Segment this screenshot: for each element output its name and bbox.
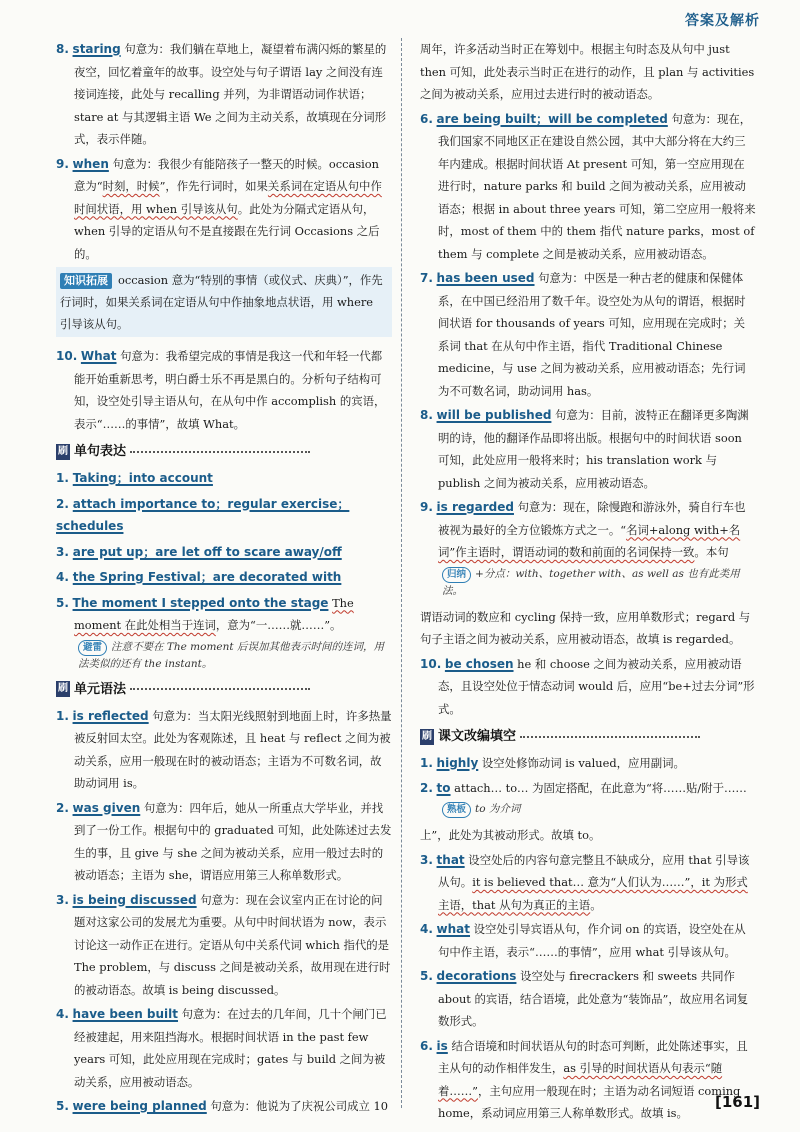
answer-text: have been built: [72, 1007, 179, 1021]
item-number: 1.: [56, 471, 69, 485]
answer-item-10: [56, 345, 392, 435]
cloze-item-1: [420, 752, 756, 775]
item-number: 8.: [420, 408, 433, 422]
grammar-item-5-continued: 周年，许多活动当时正在筹划中。根据主句时态及从句中 just then 可知，此处表示当时正在进行的动作，且 plan 与 activities 之间为被动关系，应用过去进行时的被动语态。: [420, 42, 755, 101]
highlight: 名词+along with+名词”作主语时，谓语动词的数和前面的名词保持一致: [438, 522, 741, 559]
grammar-item-3: [56, 889, 392, 1002]
item-number: 9.: [56, 156, 69, 171]
explanation: attach… to… 为固定搭配，在此意为“将……贴/附于……: [454, 780, 747, 795]
dotted-rule: [520, 736, 700, 738]
item-number: 7.: [420, 271, 433, 285]
note-text: to 为介词: [475, 803, 521, 815]
column-divider: [401, 38, 402, 1108]
sentence-item-3: [56, 541, 392, 564]
item-number: 2.: [420, 780, 433, 795]
grammar-item-6: [420, 108, 756, 266]
explanation: 句意为：现在，我们国家不同地区正在建设自然公园，其中大部分将在大约三年内建成。根据时间状语 At present 可知，第一空应用现在进行时，nature parks 和 build 之间为被动关系，应用被动语态；根据 in about three years 可知，第二空应用一般将来时，most of them 中的 them 指代 nature parks，most of them 与 complete 之间是被动关系，应用被动语态。: [438, 111, 756, 261]
highlight: The moment 在此处相当于连词: [74, 595, 354, 632]
answer-text: highly: [436, 756, 479, 770]
section-badge: 刷: [56, 444, 70, 460]
explanation: 。本句: [694, 545, 729, 559]
explanation: 句意为：现在，除慢跑和游泳外，骑自行车也被视为最好的全方位锻炼方式之一。“: [438, 500, 746, 537]
cloze-item-2: [420, 777, 756, 800]
item-number: 2.: [56, 496, 69, 511]
sentence-item-2: [56, 493, 392, 538]
answer-text: decorations: [436, 969, 517, 983]
answer-text: staring: [72, 42, 121, 56]
item-number: 8.: [56, 42, 69, 56]
item-number: 4.: [56, 1007, 69, 1021]
dotted-rule: [130, 688, 310, 690]
answer-text: is being discussed: [72, 892, 197, 907]
explanation: ，意为“一……就……”。: [215, 618, 342, 632]
section-title: 单元语法: [74, 681, 127, 697]
item-number: 1.: [420, 756, 433, 770]
section-badge: 刷: [420, 729, 434, 745]
grammar-item-4: [56, 1003, 392, 1093]
answer-item-9: [56, 153, 392, 266]
grammar-item-8: [420, 404, 756, 494]
page-header: 答案及解析: [685, 13, 760, 29]
explanation: 句意为：现在会议室内正在讨论的问题对这家公司的发展尤为重要。从句中时间状语为 now，表示讨论这一动作正在进行。定语从句中关系代词 which 指代的是 The problem，与 discuss 之间是被动关系，故用现在进行时的被动语态。故填 is being discussed。: [74, 892, 391, 997]
answer-text: The moment I stepped onto the stage: [72, 595, 329, 610]
item-number: 6.: [420, 1038, 433, 1053]
answer-text: has been used: [436, 271, 535, 285]
explanation: 。此处为分隔式定语从句，when 引导的定语从句不是直接跟在先行词 Occasions 之后的。: [74, 201, 380, 261]
cloze-item-3: [420, 849, 756, 917]
answer-text: was given: [72, 800, 141, 815]
section-heading: [56, 441, 392, 463]
page-number: [161]: [714, 1093, 760, 1111]
explanation: 句意为：我很少有能陪孩子一整天的时候。occasion 意为“: [74, 156, 379, 193]
item-number: 2.: [56, 800, 69, 815]
explanation: 设空处与 firecrackers 和 sweets 共同作 about 的宾语，结合语境，此处意为“装饰品”，故应用名词复数形式。: [438, 969, 749, 1028]
answer-text: is reflected: [72, 708, 149, 723]
item-number: 3.: [56, 544, 69, 559]
cloze-item-5: [420, 965, 756, 1033]
explanation: 设空处引导宾语从句，作介词 on 的宾语，设空处在从句中作主语，表示“……的事情”，应用 what 引导该从句。: [438, 922, 746, 959]
answer-text: were being planned: [72, 1099, 207, 1113]
warning-note: [56, 639, 392, 673]
answer-text: to: [436, 780, 451, 795]
answer-text: are being built；will be completed: [436, 111, 668, 126]
explanation: 句意为：目前，波特正在翻译更多陶渊明的诗，他的翻译作品即将出版。根据句中的时间状语 soon 可知，此处应用一般将来时；his translation work 与 publish 之间为被动关系，应用被动语态。: [438, 408, 749, 490]
answer-text: What: [80, 349, 117, 363]
right-column: [420, 38, 756, 1127]
explanation: 结合语境和时间状语从句的时态可判断，此处陈述事实，且主从句的动作相伴发生，: [438, 1038, 748, 1075]
explanation: 句意为：四年后，她从一所重点大学毕业，并找到了一份工作。根据句中的 graduated 可知，此处陈述过去发生的事，且 give 与 she 之间为被动关系，应用一般过去时的被动语态；主语为 she，谓语应用第三人称单数形式。: [74, 800, 392, 882]
grammar-item-2: [56, 797, 392, 887]
answer-text: is: [436, 1038, 448, 1053]
cloze-item-2-continued: 上”，此处为其被动形式。故填 to。: [420, 828, 601, 842]
item-number: 5.: [420, 969, 433, 983]
answer-text: what: [436, 922, 471, 936]
answer-text: be chosen: [444, 656, 514, 671]
item-number: 10.: [56, 349, 78, 363]
explanation: ，主句应用一般现在时；主语为动名词短语 coming home，系动词应用第三人称单数形式。故填 is。: [438, 1083, 741, 1120]
sentence-item-1: [56, 467, 392, 490]
explanation: 句意为：当太阳光线照射到地面上时，许多热量被反射回太空。此处为客观陈述，且 heat 与 reflect 之间为被动关系，应用一般现在时的被动语态；主语为不可数名词，故助动词用 is。: [74, 708, 392, 790]
highlight: as 引导的时间状语从句表示“随着……”: [438, 1061, 723, 1098]
item-number: 5.: [56, 595, 69, 610]
explanation: 设空处后的内容句意完整且不缺成分，应用 that 引导该从句。: [438, 852, 750, 889]
summary-note: [420, 566, 756, 600]
grammar-item-9: [420, 496, 756, 564]
answer-text: is regarded: [436, 500, 514, 514]
answer-text: that: [436, 852, 465, 867]
grammar-item-7: [420, 267, 756, 402]
explanation: 设空处修饰动词 is valued，应用副词。: [481, 756, 685, 770]
cloze-item-6: [420, 1035, 756, 1125]
cloze-item-4: [420, 918, 756, 963]
answer-text: will be published: [436, 408, 552, 422]
section-title: 课文改编填空: [438, 729, 517, 744]
grammar-item-9-continued: 谓语动词的数应和 cycling 保持一致，应用单数形式；regard 与句子主语之间为被动关系，应用被动语态，故填 is regarded。: [420, 609, 751, 646]
note-tag: 避雷: [78, 640, 107, 656]
sentence-item-4: [56, 566, 392, 589]
knowledge-extension-box: [56, 267, 392, 337]
item-number: 1.: [56, 708, 69, 723]
item-number: 10.: [420, 656, 442, 671]
grammar-item-10: [420, 653, 756, 721]
explanation: he 和 choose 之间为被动关系，应用被动语态，且设空处位于情态动词 would 后，应用“be+过去分词”形式。: [438, 656, 755, 716]
highlight: it is believed that… 意为“人们认为……”，it 为形式主语，that 从句为真正的主语: [438, 875, 748, 912]
highlight: 关系词在定语从句中作时间状语，用 when 引导该从句: [74, 179, 382, 216]
note-tag: 熟板: [442, 802, 471, 818]
tip-note: [420, 801, 756, 818]
item-number: 4.: [56, 570, 69, 584]
section-heading: [56, 679, 392, 701]
extension-text: occasion 意为“特别的事情（或仪式、庆典）”，作先行词时，如果关系词在定语从句中作抽象地点状语，用 where 引导该从句。: [60, 273, 383, 331]
item-number: 6.: [420, 111, 433, 126]
answer-text: Taking；into account: [72, 471, 213, 485]
answer-text: are put up；are let off to scare away/off: [72, 544, 342, 559]
item-number: 3.: [420, 852, 433, 867]
item-number: 9.: [420, 500, 433, 514]
item-number: 4.: [420, 922, 433, 936]
note-tag: 归纳: [442, 567, 471, 583]
extension-tag: 知识拓展: [60, 273, 112, 289]
explanation: 句意为：中医是一种古老的健康和保健体系，在中国已经沿用了数千年。设空处为从句的谓语，根据时间状语 for thousands of years 可知，应用现在完成时；关系词 that 在从句中作主语，指代 Traditional Chinese medicine，与 use 之间为被动关系，应用被动语态；先行词为不可数名词，助动词用 has。: [438, 271, 746, 398]
highlight: 时刻，时候: [102, 179, 160, 193]
section-heading: [420, 726, 756, 748]
explanation: 。: [590, 897, 602, 912]
explanation: ”，作先行词时，如果: [159, 179, 268, 193]
answer-text: attach importance to；regular exercise；schedules: [56, 496, 350, 533]
section-badge: 刷: [56, 681, 70, 697]
answer-text: the Spring Festival；are decorated with: [72, 570, 342, 584]
dotted-rule: [130, 451, 310, 453]
grammar-item-5: [56, 1095, 392, 1118]
explanation: 句意为：他说为了庆祝公司成立 10: [210, 1099, 388, 1113]
section-title: 单句表达: [74, 444, 127, 459]
grammar-item-1: [56, 705, 392, 795]
explanation: 句意为：我们躺在草地上，凝望着布满闪烁的繁星的夜空，回忆着童年的故事。设空处与句子谓语 lay 之间没有连接词连接，此处与 recalling 并列，为非谓语动词作状语；stare at 与其逻辑主语 We 之间为主动关系，故填现在分词形式，表示伴随。: [74, 42, 387, 146]
note-text: 注意不要在 The moment 后误加其他表示时间的连词，用法类似的还有 the instant。: [78, 640, 384, 670]
note-text: +分点：with、together with、as well as 也有此类用法。: [442, 567, 740, 597]
sentence-item-5: [56, 592, 392, 637]
answer-text: when: [72, 156, 109, 171]
item-number: 3.: [56, 892, 69, 907]
left-column: [56, 38, 392, 1120]
explanation: 句意为：我希望完成的事情是我这一代和年轻一代都能开始重新思考，明白爵士乐不再是黑白的。分析句子结构可知，设空处引导主语从句，在从句中作 accomplish 的宾语，表示“……的事情”，故填 What。: [74, 349, 386, 431]
explanation: 句意为：在过去的几年间，几十个闸门已经被建起，用来阻挡海水。根据时间状语 in the past few years 可知，此处应用现在完成时；gates 与 build 之间为被动关系，应用被动语态。: [74, 1007, 387, 1089]
answer-item-8: [56, 38, 392, 151]
item-number: 5.: [56, 1099, 69, 1113]
